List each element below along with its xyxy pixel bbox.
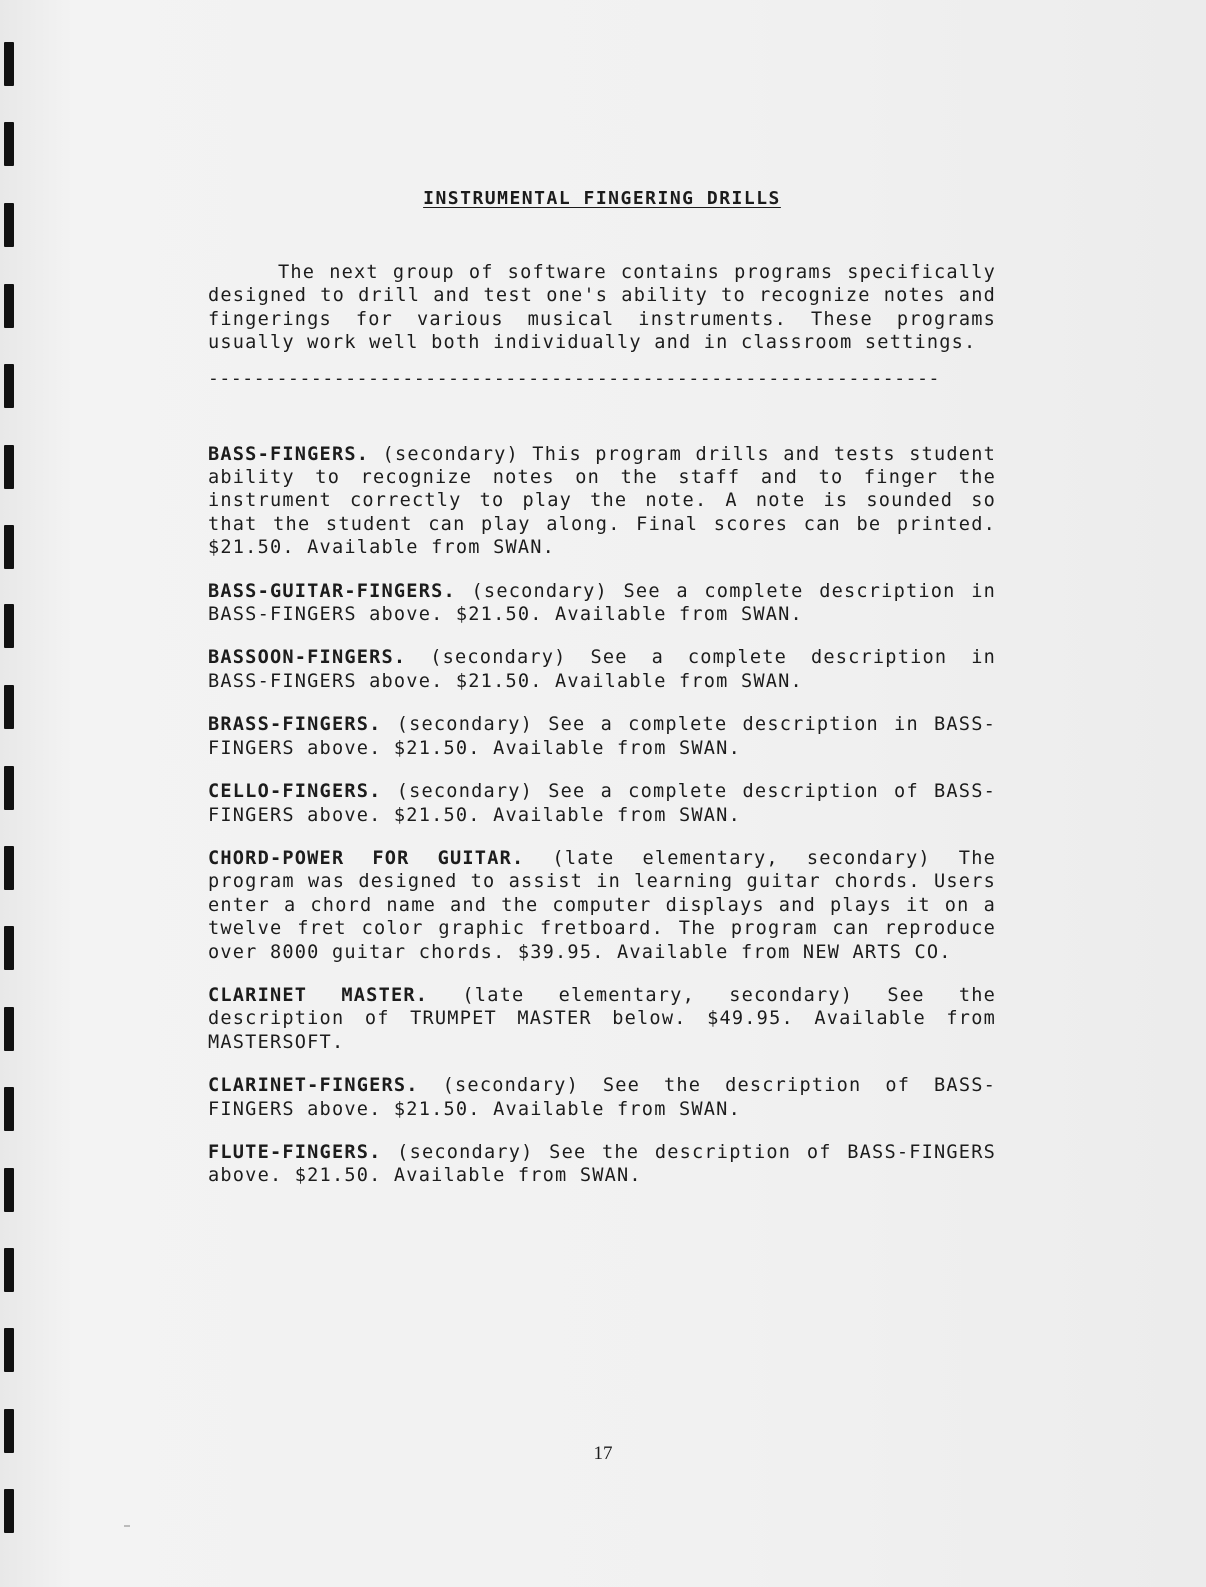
entry-text: (secondary) See a complete description in BASS-FINGERS above. $21.50. Available from SWAN. — [208, 647, 996, 692]
entry-cello-fingers — [208, 780, 996, 827]
binding-hole — [4, 604, 14, 648]
binding-hole — [4, 1168, 14, 1212]
entry-text: (secondary) See the description of BASS-FINGERS above. $21.50. Available from SWAN. — [208, 1141, 996, 1187]
binding-hole — [4, 445, 14, 489]
entry-text: (secondary) See a complete description of BASS-FINGERS above. $21.50. Available from SWAN. — [208, 781, 996, 826]
entry-name: BRASS-FINGERS. — [208, 714, 382, 736]
binding-hole — [4, 122, 14, 166]
page-number: 17 — [593, 1443, 613, 1464]
entry-flute-fingers — [208, 1141, 996, 1188]
entry-name: CLARINET MASTER. — [208, 984, 429, 1006]
binding-hole — [4, 1007, 14, 1051]
binding-hole — [4, 42, 14, 86]
entry-clarinet-master — [208, 984, 996, 1054]
entry-name: BASSOON-FINGERS. — [208, 647, 407, 669]
entry-name: FLUTE-FINGERS. — [208, 1141, 382, 1163]
binding-hole — [4, 1328, 14, 1372]
binding-hole — [4, 525, 14, 569]
entry-name: BASS-FINGERS. — [208, 443, 370, 465]
section-heading: INSTRUMENTAL FINGERING DRILLS — [423, 188, 781, 209]
binding-hole — [4, 284, 14, 328]
intro-paragraph: The next group of software contains programs specifically designed to drill and test one's ability to recognize notes and fingerings for various musical instruments. These programs usually work well both individually and in classroom settings. — [208, 262, 996, 354]
binding-hole — [4, 1248, 14, 1292]
entry-chord-power-for-guitar — [208, 847, 996, 964]
page-content — [208, 188, 996, 1208]
entry-clarinet-fingers — [208, 1074, 996, 1121]
entry-text: (secondary) See a complete description in BASS-FINGERS above. $21.50. Available from SWAN. — [208, 714, 996, 759]
entry-name: CELLO-FINGERS. — [208, 781, 382, 803]
binding-holes — [0, 0, 20, 1587]
scan-mark — [124, 1525, 130, 1527]
binding-hole — [4, 203, 14, 247]
entry-name: BASS-GUITAR-FINGERS. — [208, 580, 456, 602]
binding-hole — [4, 1087, 14, 1131]
binding-hole — [4, 364, 14, 408]
entry-bass-guitar-fingers — [208, 580, 996, 627]
entry-name: CHORD-POWER FOR GUITAR. — [208, 847, 525, 869]
entry-text: (late elementary, secondary) The program was designed to assist in learning guitar chords. Users enter a chord name and the computer displays and plays it on a twelve fret color graphic fretboard. The program can reproduce over 8000 guitar chords. $39.95. Available from NEW ARTS CO. — [208, 847, 996, 963]
entry-bass-fingers — [208, 443, 996, 560]
entry-text: (late elementary, secondary) See the description of TRUMPET MASTER below. $49.95. Available from MASTERSOFT. — [208, 984, 997, 1053]
binding-hole — [4, 846, 14, 890]
entry-name: CLARINET-FINGERS. — [208, 1075, 419, 1097]
binding-hole — [4, 1489, 14, 1533]
separator-line: ---------------------------------------------------------------- — [208, 367, 940, 389]
entry-text: (secondary) This program drills and tests student ability to recognize notes on the staff and to finger the instrument correctly to play the note. A note is sounded so that the student can play along. Final scores can be printed. $21.50. Available from SWAN. — [208, 443, 996, 559]
binding-hole — [4, 766, 14, 810]
entry-brass-fingers — [208, 713, 996, 760]
entry-list — [208, 443, 996, 1188]
binding-hole — [4, 926, 14, 970]
entry-text: (secondary) See a complete description in BASS-FINGERS above. $21.50. Available from SWAN. — [208, 580, 996, 626]
entry-text: (secondary) See the description of BASS-FINGERS above. $21.50. Available from SWAN. — [208, 1075, 996, 1120]
entry-bassoon-fingers — [208, 646, 996, 693]
binding-hole — [4, 685, 14, 729]
